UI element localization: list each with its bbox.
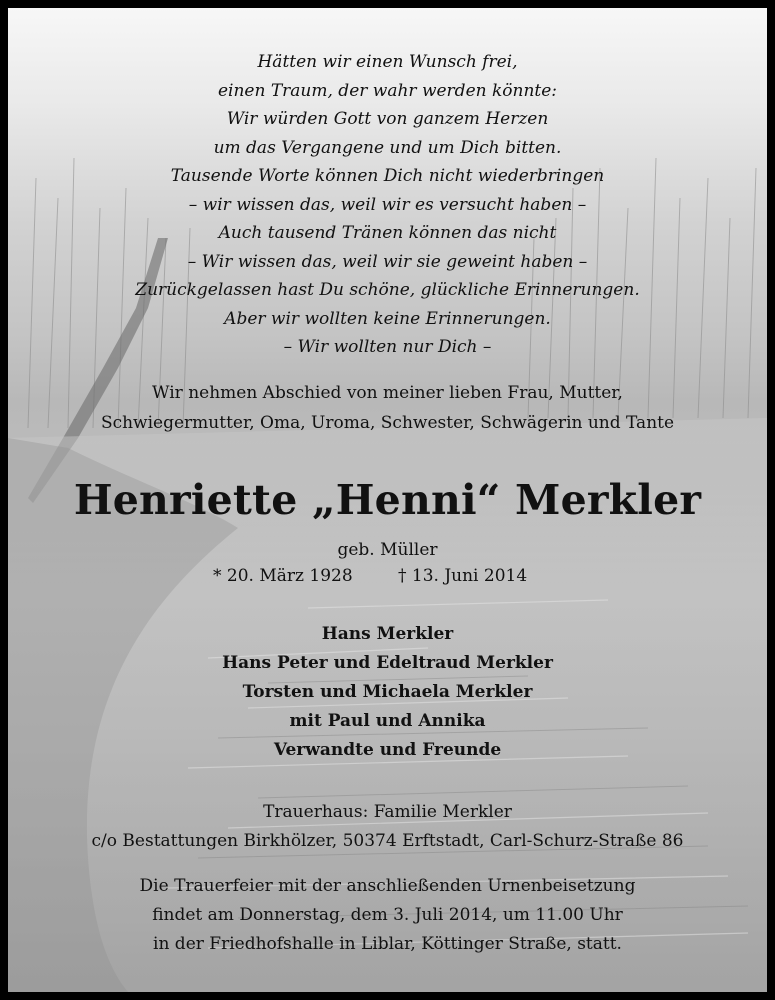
obituary-card [8, 8, 767, 992]
house-line: Trauerhaus: Familie Merkler [263, 802, 512, 822]
mourner-line: Hans Peter und Edeltraud Merkler [222, 653, 553, 673]
poem-line: – Wir wissen das, weil wir sie geweint haben – [187, 251, 588, 272]
memorial-poem [8, 48, 767, 362]
poem-line: Auch tausend Tränen können das nicht [218, 223, 557, 243]
mourning-house [8, 798, 767, 856]
mourner-line: Verwandte und Freunde [273, 740, 502, 760]
funeral-service-info [8, 872, 767, 959]
birth-name: geb. Müller [337, 540, 438, 560]
poem-line: Zurückgelassen hast Du schöne, glückliche Erinnerungen. [135, 280, 640, 300]
mourner-line: Hans Merkler [321, 624, 454, 644]
birth-date: * 20. März 1928 [213, 566, 353, 586]
mourner-line: mit Paul und Annika [289, 711, 486, 731]
poem-line: um das Vergangene und um Dich bitten. [213, 137, 562, 158]
poem-line: Tausende Worte können Dich nicht wiederbringen [170, 166, 605, 186]
farewell-intro [8, 378, 767, 438]
service-line: Die Trauerfeier mit der anschließenden Urnenbeisetzung [139, 876, 636, 896]
mourner-line: Torsten und Michaela Merkler [242, 682, 533, 702]
poem-line: – wir wissen das, weil wir es versucht haben – [188, 194, 587, 215]
poem-line: einen Traum, der wahr werden könnte: [217, 80, 558, 101]
mourners-list [8, 620, 767, 765]
deceased-name: Henriette „Henni“ Merkler [73, 476, 702, 524]
service-line: findet am Donnerstag, dem 3. Juli 2014, um 11.00 Uhr [152, 905, 623, 925]
service-line: in der Friedhofshalle in Liblar, Köttinger Straße, statt. [153, 934, 622, 954]
poem-line: Aber wir wollten keine Erinnerungen. [224, 308, 551, 329]
intro-line: Schwiegermutter, Oma, Uroma, Schwester, Schwägerin und Tante [100, 413, 675, 433]
obituary-content [8, 8, 767, 992]
intro-line: Wir nehmen Abschied von meiner lieben Frau, Mutter, [152, 383, 623, 403]
house-address: c/o Bestattungen Birkhölzer, 50374 Erftstadt, Carl-Schurz-Straße 86 [91, 831, 684, 851]
poem-line: – Wir wollten nur Dich – [283, 337, 492, 357]
poem-line: Hätten wir einen Wunsch frei, [257, 52, 518, 72]
death-date: † 13. Juni 2014 [398, 566, 528, 586]
poem-line: Wir würden Gott von ganzem Herzen [226, 109, 549, 129]
